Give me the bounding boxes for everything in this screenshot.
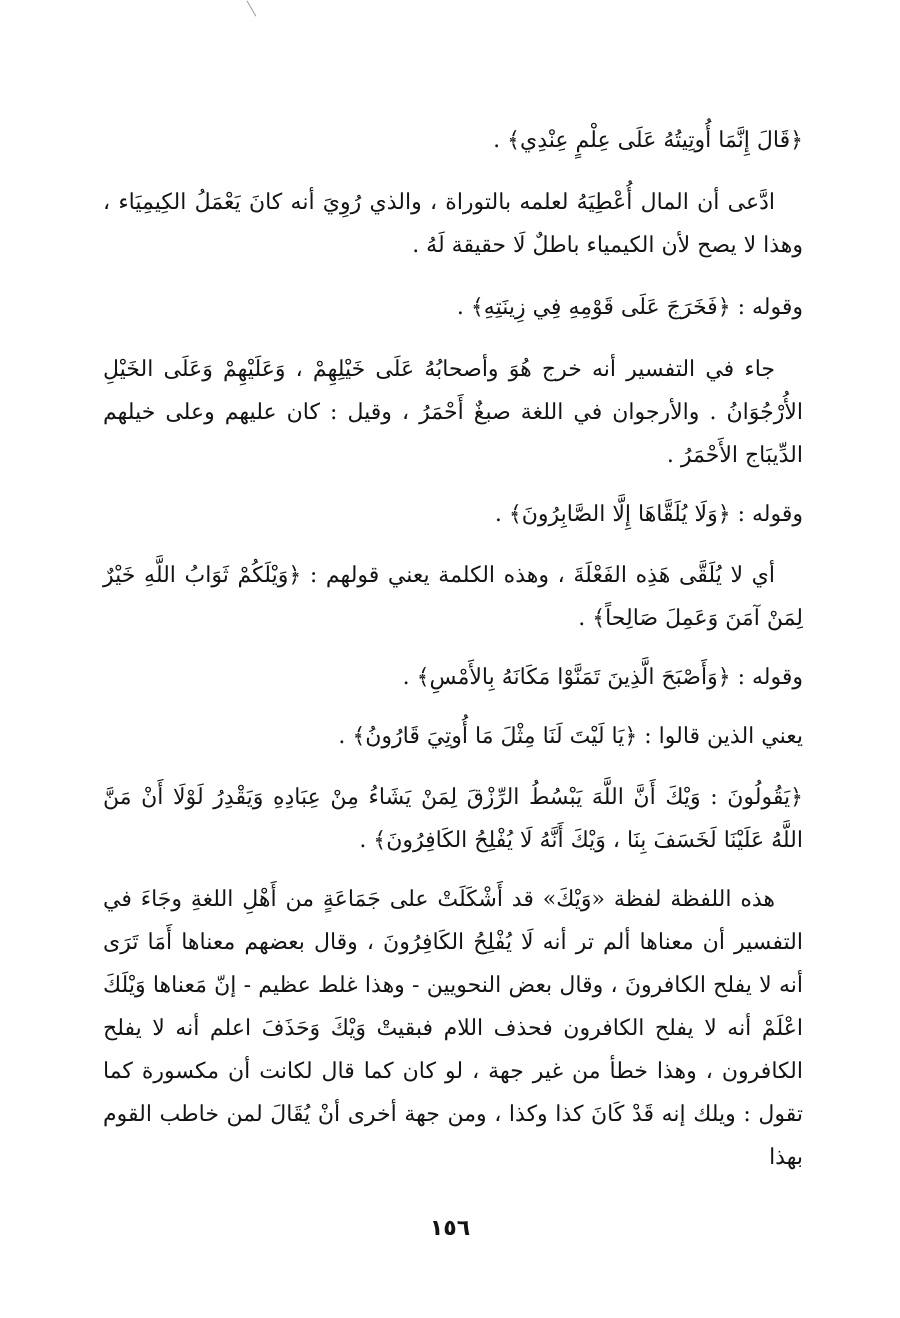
verse-qala-innama: ﴿قَالَ إِنَّمَا أُوتِيتُهُ عَلَى عِلْمٍ عِنْدِي﴾ . [493, 128, 803, 153]
quote-fakharaja: وقوله : ﴿فَخَرَجَ عَلَى قَوْمِهِ فِي زِينَتِهِ﴾ . [456, 295, 803, 320]
verse-yaquluna-wayka: ﴿يَقُولُونَ : وَيْكَ أَنَّ اللَّهَ يَبْسُطُ الرِّزْقَ لِمَنْ يَشَاءُ مِنْ عِبَادِهِ وَيَقْدِرُ لَوْلَا أَنْ مَنَّ اللَّهُ عَلَيْنَا لَخَسَفَ بِنَا ، وَيْكَ أَنَّهُ لَا يُفْلِحُ الكَافِرُونَ﴾ . [103, 785, 803, 853]
paragraph-wayka-discussion: هذه اللفظة لفظة «وَيْكَ» قد أَشْكَلَتْ على جَمَاعَةٍ من أَهْلِ اللغةِ وجَاءَ في التفسير أن معناها ألم تر أنه لَا يُفْلِحُ الكَافِرُونَ ، وقال بعضهم معناها أَمَا تَرَى أنه لا يفلح الكافرونَ ، وقال بعض النحويين - وهذا غلط عظيم - إنّ مَعناها وَيْلَكَ اعْلَمْ أنه لا يفلح الكافرون فحذف اللام فبقيتْ وَيْكَ وَحَذَفَ اعلم أنه لا يفلح الكافرون ، وهذا خطأ من غير جهة ، لو كان كما قال لكانت أن مكسورة كما تقول : ويلك إنه قَدْ كَانَ كذا وكذا ، ومن جهة أخرى أنْ يُقَالَ لمن خاطب القوم بهذا [103, 887, 803, 1170]
paragraph-urjuwan: جاء في التفسير أنه خرج هُوَ وأصحابُهُ عَلَى خَيْلِهِمْ ، وَعَلَيْهِمْ وَعَلَى الخَيْلِ الأُرْجُوَانُ . والأرجوان في اللغة صبغٌ أَحْمَرُ ، وقيل : كان عليهم وعلى خيلهم الدِّيبَاج الأَحْمَرُ . [103, 357, 803, 468]
paragraph-kimiya: ادَّعى أن المال أُعْطِيَهُ لعلمه بالتوراة ، والذي رُوِيَ أنه كانَ يَعْمَلُ الكِيمِيَاء ، وهذا لا يصح لأن الكيمياء باطلٌ لَا حقيقة لَهُ . [103, 190, 803, 258]
page-number: ١٥٦ [429, 1216, 471, 1241]
quote-wa-asbaha: وقوله : ﴿وَأَصْبَحَ الَّذِينَ تَمَنَّوْا مَكَانَهُ بِالأَمْسِ﴾ . [402, 665, 803, 690]
paragraph-waylakum: أي لا يُلَقَّى هَذِه الفَعْلَةَ ، وهذه الكلمة يعني قولهم : ﴿وَيْلَكُمْ ثَوَابُ اللَّهِ خَيْرٌ لِمَنْ آمَنَ وَعَمِلَ صَالِحاً﴾ . [103, 563, 803, 631]
quote-wala-yulaqqaha: وقوله : ﴿وَلَا يُلَقَّاهَا إِلَّا الصَّابِرُونَ﴾ . [494, 502, 803, 527]
quote-ya-layta: يعني الذين قالوا : ﴿يَا لَيْتَ لَنَا مِثْلَ مَا أُوتِيَ قَارُونُ﴾ . [338, 724, 803, 749]
scan-corner-mark [247, 0, 269, 17]
